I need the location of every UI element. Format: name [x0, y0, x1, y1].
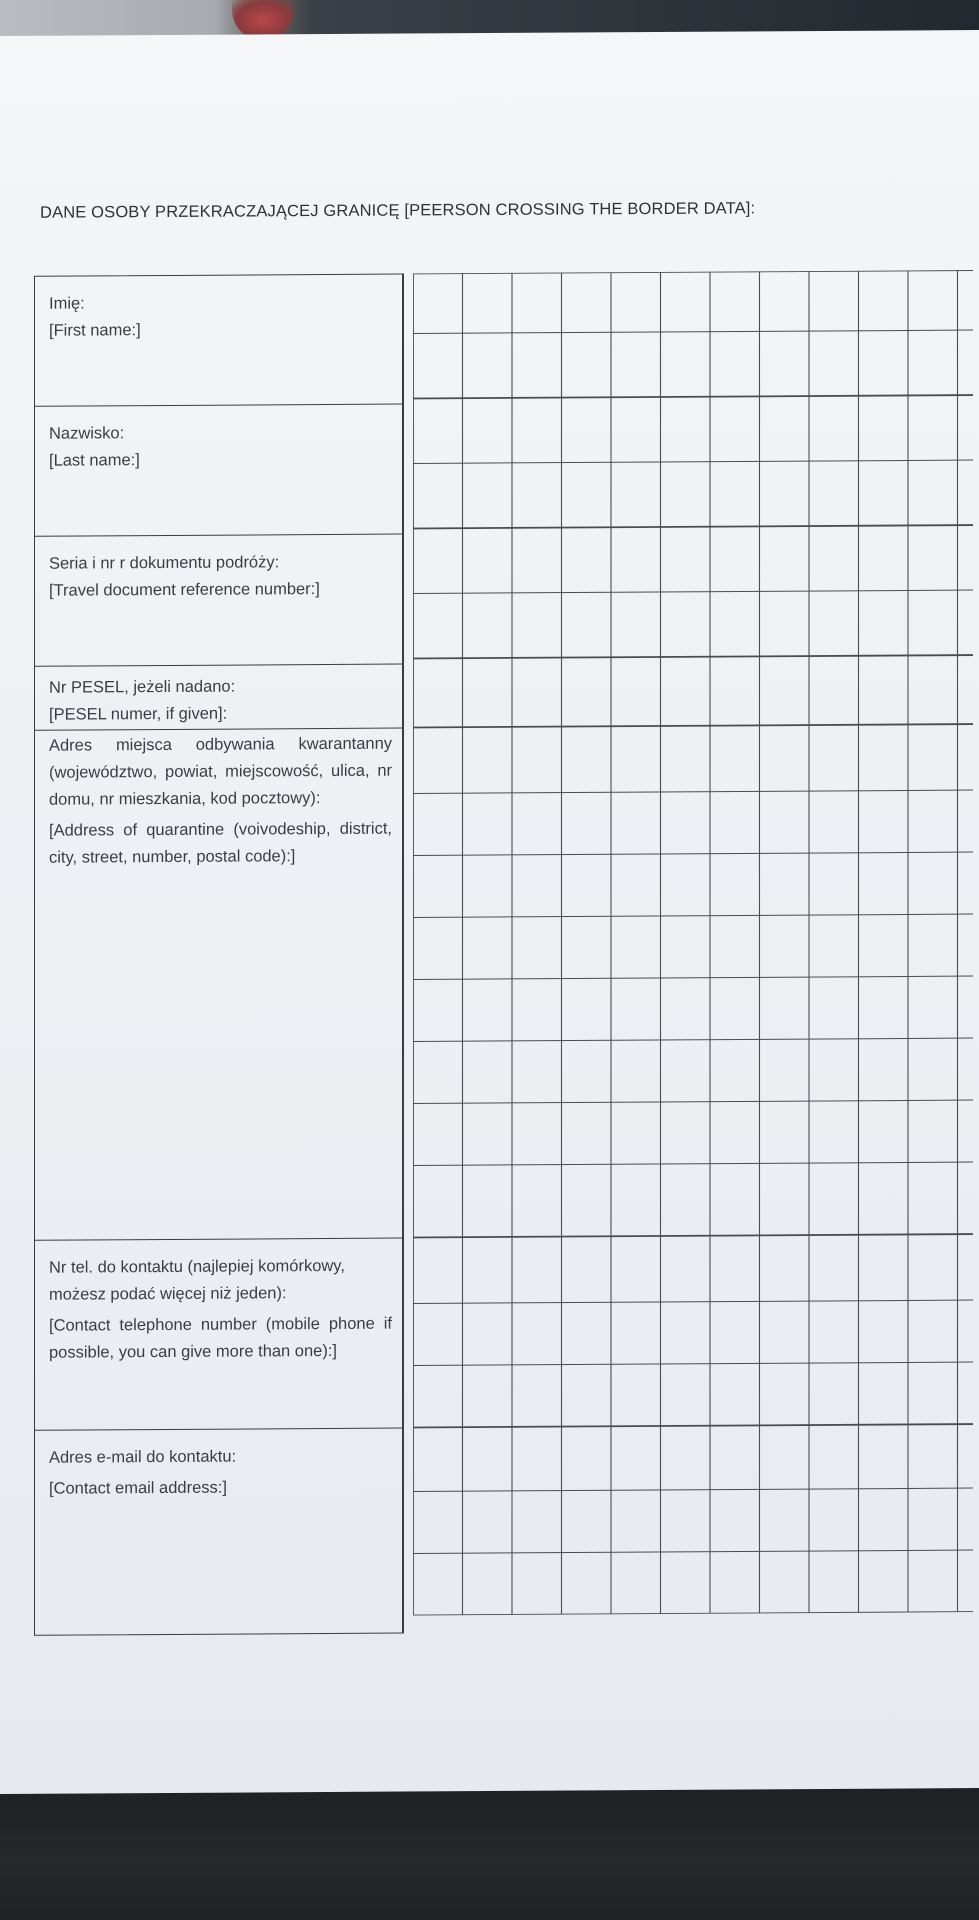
- grid-row-line: [413, 1612, 973, 1615]
- grid-row-line: [413, 1488, 973, 1491]
- field-label-pl: Seria i nr r dokumentu podróży:: [49, 553, 280, 573]
- paper-sheet: [0, 30, 979, 1794]
- character-grid: [413, 270, 973, 1615]
- grid-row-line: [413, 1100, 973, 1103]
- field-label-en: [Address of quarantine (voivodeship, district, city, street, number, postal code):]: [49, 819, 392, 867]
- field-label-en: [First name:]: [49, 321, 141, 340]
- grid-row-line: [413, 525, 973, 528]
- field-first-name: [35, 275, 402, 407]
- field-label-pl: Adres miejsca odbywania kwarantanny (województwo, powiat, miejscowość, ulica, nr domu, nr mieszkania, kod pocztowy):: [49, 734, 392, 809]
- field-label-pl: Adres e-mail do kontaktu:: [49, 1447, 237, 1467]
- field-pesel: [35, 665, 402, 731]
- grid-row-line: [413, 914, 973, 917]
- field-email: [35, 1429, 402, 1637]
- background-bottom: [0, 1780, 979, 1920]
- grid-row-line: [413, 790, 973, 793]
- label-column: [34, 274, 404, 1636]
- field-label-pl: Imię:: [49, 294, 85, 313]
- field-label-pl: Nr PESEL, jeżeli nadano:: [49, 677, 236, 697]
- grid-row-line: [413, 1424, 973, 1427]
- form-heading: DANE OSOBY PRZEKRACZAJĄCEJ GRANICĘ [PEERSON CROSSING THE BORDER DATA]:: [40, 199, 756, 222]
- grid-row-line: [413, 1300, 973, 1303]
- field-travel-document: [35, 535, 402, 667]
- field-quarantine-address: [35, 729, 402, 1241]
- field-label-en: [Last name:]: [49, 451, 140, 470]
- field-label-en: [Contact telephone number (mobile phone if possible, you can give more than one):]: [49, 1314, 392, 1362]
- grid-row-line: [413, 460, 973, 463]
- grid-row-line: [413, 330, 973, 333]
- grid-row-line: [413, 655, 973, 658]
- grid-row-line: [413, 270, 973, 273]
- field-last-name: [35, 405, 402, 537]
- grid-row-line: [413, 590, 973, 593]
- grid-row-line: [413, 976, 973, 979]
- grid-row-line: [413, 1234, 973, 1237]
- field-label-en: [Contact email address:]: [49, 1478, 227, 1498]
- field-label-pl: Nr tel. do kontaktu (najlepiej komórkowy, możesz podać więcej niż jeden):: [49, 1256, 345, 1304]
- field-label-pl: Nazwisko:: [49, 424, 125, 443]
- character-grid-lines: [413, 270, 973, 1615]
- grid-row-line: [413, 852, 973, 855]
- grid-row-line: [413, 724, 973, 727]
- field-label-en: [PESEL numer, if given]:: [49, 704, 228, 724]
- grid-row-line: [413, 1038, 973, 1041]
- grid-row-line: [413, 1362, 973, 1365]
- grid-row-line: [413, 1162, 973, 1165]
- field-phone: [35, 1239, 402, 1431]
- grid-row-line: [413, 395, 973, 398]
- field-label-en: [Travel document reference number:]: [49, 580, 320, 600]
- grid-row-line: [413, 1550, 973, 1553]
